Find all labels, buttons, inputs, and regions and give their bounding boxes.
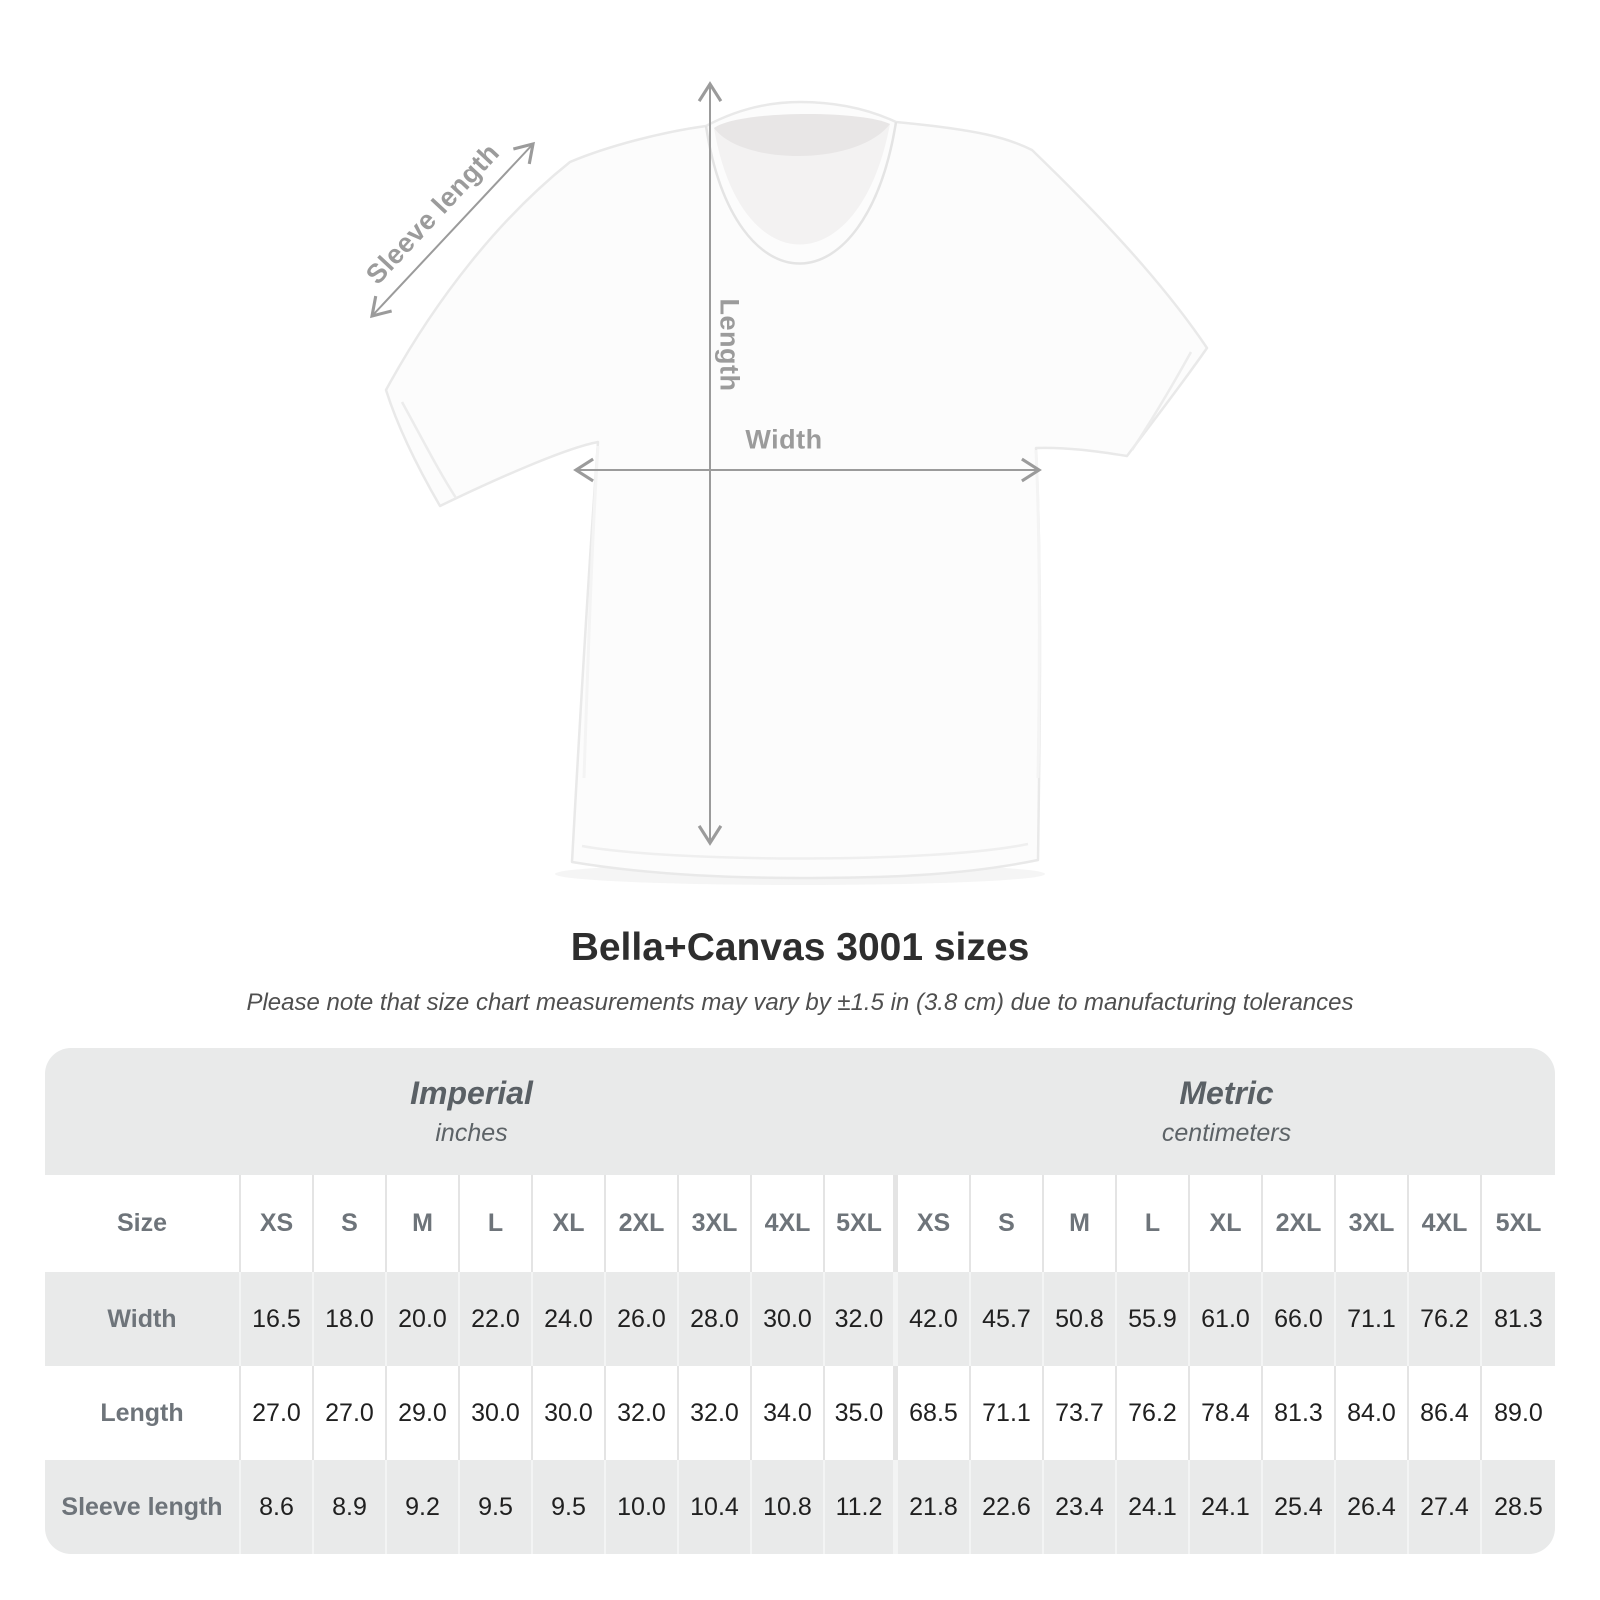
table-header-row xyxy=(45,1175,1555,1272)
cell-width-metric-3xl: 71.1 xyxy=(1336,1272,1409,1366)
size-column-header: Size xyxy=(45,1175,241,1272)
unit-group-metric xyxy=(898,1048,1555,1175)
cell-width-metric-4xl: 76.2 xyxy=(1409,1272,1482,1366)
imperial-label: Imperial xyxy=(410,1075,533,1111)
cell-sleeve-length-metric-xl: 24.1 xyxy=(1190,1460,1263,1554)
cell-width-metric-l: 55.9 xyxy=(1117,1272,1190,1366)
table-row-sleeve-length xyxy=(45,1460,1555,1554)
cell-width-imperial-s: 18.0 xyxy=(314,1272,387,1366)
cell-sleeve-length-imperial-4xl: 10.8 xyxy=(752,1460,825,1554)
cell-width-imperial-2xl: 26.0 xyxy=(606,1272,679,1366)
size-table-grid xyxy=(45,1175,1555,1554)
size-header-metric-m: M xyxy=(1044,1175,1117,1272)
cell-length-metric-xs: 68.5 xyxy=(898,1366,971,1460)
cell-length-imperial-2xl: 32.0 xyxy=(606,1366,679,1460)
unit-group-imperial xyxy=(45,1048,898,1175)
size-header-imperial-xl: XL xyxy=(533,1175,606,1272)
size-header-metric-4xl: 4XL xyxy=(1409,1175,1482,1272)
cell-width-metric-5xl: 81.3 xyxy=(1494,1304,1543,1333)
cell-sleeve-length-imperial-l: 9.5 xyxy=(460,1460,533,1554)
cell-width-imperial-xl: 24.0 xyxy=(533,1272,606,1366)
size-header-metric-l: L xyxy=(1117,1175,1190,1272)
cell-width-metric-s: 45.7 xyxy=(971,1272,1044,1366)
tolerance-note: Please note that size chart measurements may vary by ±1.5 in (3.8 cm) due to manufacturing tolerances xyxy=(246,989,1354,1016)
size-header-imperial-4xl: 4XL xyxy=(752,1175,825,1272)
length-label: Length xyxy=(714,298,745,392)
size-table xyxy=(45,1048,1555,1554)
cell-width-metric-2xl: 66.0 xyxy=(1263,1272,1336,1366)
cell-length-imperial-4xl: 34.0 xyxy=(752,1366,825,1460)
row-label-sleeve-length: Sleeve length xyxy=(45,1460,241,1554)
cell-sleeve-length-metric-4xl: 27.4 xyxy=(1409,1460,1482,1554)
cell-width-metric-xs: 42.0 xyxy=(898,1272,971,1366)
size-header-metric-s: S xyxy=(971,1175,1044,1272)
cell-sleeve-length-metric-5xl: 28.5 xyxy=(1494,1492,1543,1521)
cell-sleeve-length-metric-xs: 21.8 xyxy=(898,1460,971,1554)
size-header-imperial-l: L xyxy=(460,1175,533,1272)
cell-length-metric-2xl: 81.3 xyxy=(1263,1366,1336,1460)
cell-width-imperial-m: 20.0 xyxy=(387,1272,460,1366)
size-header-imperial-3xl: 3XL xyxy=(679,1175,752,1272)
cell-length-imperial-m: 29.0 xyxy=(387,1366,460,1460)
cell-length-metric-xl: 78.4 xyxy=(1190,1366,1263,1460)
cell-sleeve-length-imperial-xl: 9.5 xyxy=(533,1460,606,1554)
table-row-length xyxy=(45,1366,1555,1460)
cell-sleeve-length-metric-l: 24.1 xyxy=(1117,1460,1190,1554)
cell-sleeve-length-metric-2xl: 25.4 xyxy=(1263,1460,1336,1554)
cell-length-metric-4xl: 86.4 xyxy=(1409,1366,1482,1460)
cell-length-imperial-xs: 27.0 xyxy=(241,1366,314,1460)
size-header-imperial-xs: XS xyxy=(241,1175,314,1272)
cell-sleeve-length-imperial-2xl: 10.0 xyxy=(606,1460,679,1554)
cell-sleeve-length-imperial-m: 9.2 xyxy=(387,1460,460,1554)
imperial-unit-label: inches xyxy=(435,1119,508,1147)
cell-length-imperial-3xl: 32.0 xyxy=(679,1366,752,1460)
page-title: Bella+Canvas 3001 sizes xyxy=(570,926,1030,969)
row-label-width: Width xyxy=(45,1272,241,1366)
size-header-imperial-m: M xyxy=(387,1175,460,1272)
cell-sleeve-length-imperial-xs: 8.6 xyxy=(241,1460,314,1554)
size-header-metric-xs: XS xyxy=(898,1175,971,1272)
table-row-width xyxy=(45,1272,1555,1366)
cell-width-metric-xl: 61.0 xyxy=(1190,1272,1263,1366)
cell-length-imperial-l: 30.0 xyxy=(460,1366,533,1460)
cell-length-metric-m: 73.7 xyxy=(1044,1366,1117,1460)
cell-width-imperial-l: 22.0 xyxy=(460,1272,533,1366)
cell-length-metric-l: 76.2 xyxy=(1117,1366,1190,1460)
metric-label: Metric xyxy=(1179,1075,1274,1111)
unit-header-band xyxy=(45,1048,1555,1175)
cell-width-imperial-4xl: 30.0 xyxy=(752,1272,825,1366)
size-header-metric-3xl: 3XL xyxy=(1336,1175,1409,1272)
cell-length-imperial-xl: 30.0 xyxy=(533,1366,606,1460)
cell-width-imperial-xs: 16.5 xyxy=(241,1272,314,1366)
size-header-imperial-s: S xyxy=(314,1175,387,1272)
size-header-metric-xl: XL xyxy=(1190,1175,1263,1272)
sleeve-length-label: Sleeve length xyxy=(360,137,506,290)
size-header-metric-2xl: 2XL xyxy=(1263,1175,1336,1272)
width-label: Width xyxy=(745,424,823,455)
cell-sleeve-length-metric-s: 22.6 xyxy=(971,1460,1044,1554)
cell-sleeve-length-imperial-5xl: 11.2 xyxy=(825,1460,898,1554)
cell-length-imperial-5xl: 35.0 xyxy=(825,1366,898,1460)
cell-width-imperial-5xl: 32.0 xyxy=(825,1272,898,1366)
size-header-metric-5xl: 5XL xyxy=(1495,1209,1542,1237)
row-label-length: Length xyxy=(45,1366,241,1460)
cell-sleeve-length-metric-m: 23.4 xyxy=(1044,1460,1117,1554)
cell-length-imperial-s: 27.0 xyxy=(314,1366,387,1460)
metric-unit-label: centimeters xyxy=(1161,1119,1292,1147)
cell-length-metric-5xl: 89.0 xyxy=(1494,1398,1543,1427)
cell-length-metric-s: 71.1 xyxy=(971,1366,1044,1460)
cell-sleeve-length-imperial-3xl: 10.4 xyxy=(679,1460,752,1554)
cell-sleeve-length-imperial-s: 8.9 xyxy=(314,1460,387,1554)
cell-length-metric-3xl: 84.0 xyxy=(1336,1366,1409,1460)
cell-width-metric-m: 50.8 xyxy=(1044,1272,1117,1366)
size-header-imperial-2xl: 2XL xyxy=(606,1175,679,1272)
size-header-imperial-5xl: 5XL xyxy=(825,1175,898,1272)
cell-width-imperial-3xl: 28.0 xyxy=(679,1272,752,1366)
cell-sleeve-length-metric-3xl: 26.4 xyxy=(1336,1460,1409,1554)
